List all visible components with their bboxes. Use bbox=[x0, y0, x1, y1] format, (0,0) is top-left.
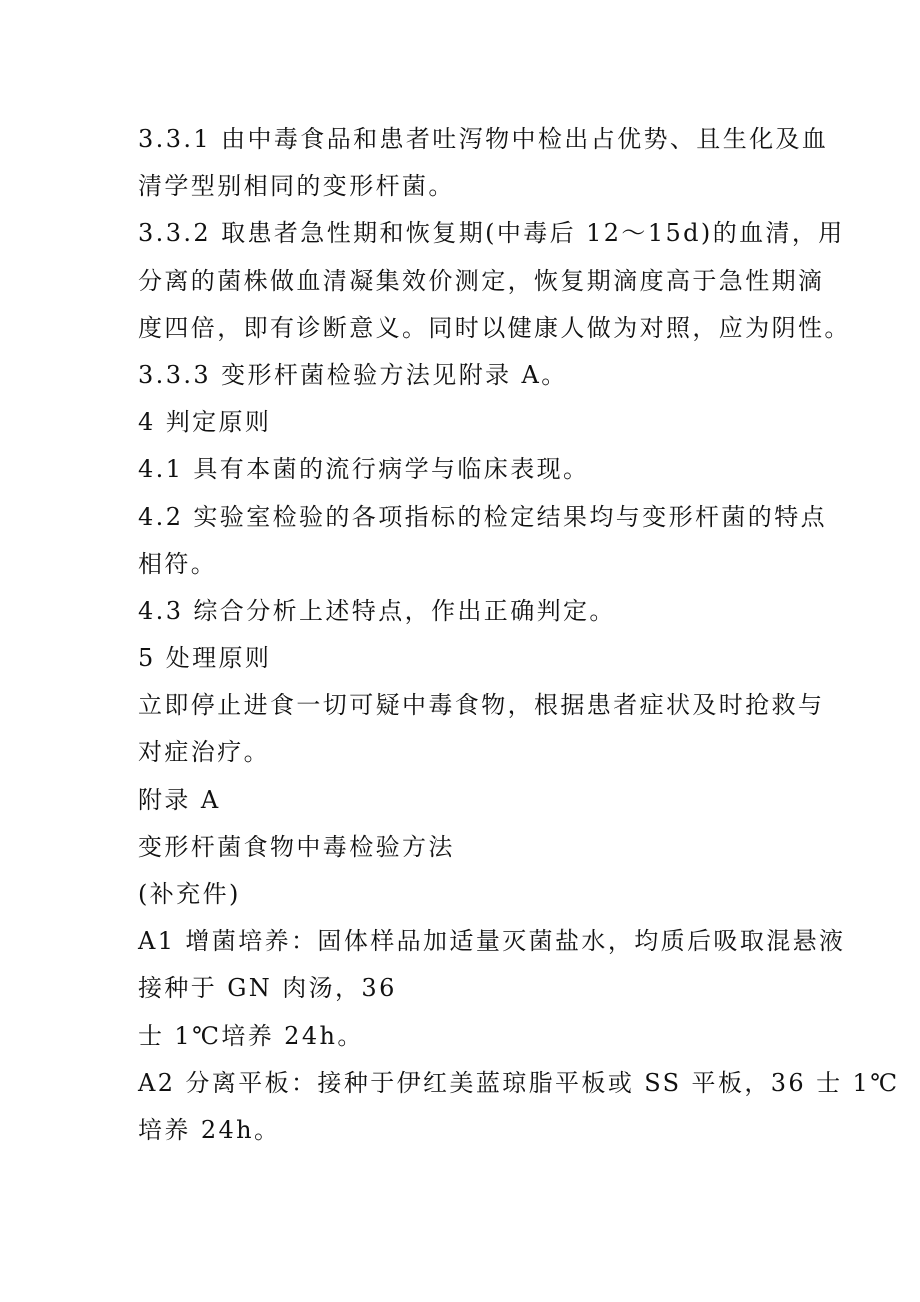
text-line: 士 1℃培养 24h。 bbox=[138, 1021, 364, 1050]
text-line: 4.3 综合分析上述特点，作出正确判定。 bbox=[138, 596, 616, 625]
text-line: A2 分离平板：接种于伊红美蓝琼脂平板或 SS 平板，36 士 1℃ bbox=[138, 1068, 900, 1097]
text-line: 接种于 GN 肉汤，36 bbox=[138, 974, 397, 1003]
text-line: 对症治疗。 bbox=[138, 738, 270, 767]
section-heading: 4 判定原则 bbox=[138, 408, 272, 437]
text-line: A1 增菌培养：固体样品加适量灭菌盐水，均质后吸取混悬液 bbox=[138, 927, 846, 956]
text-line: 清学型别相同的变形杆菌。 bbox=[138, 172, 455, 201]
text-line: 相符。 bbox=[138, 549, 218, 578]
text-line: 分离的菌株做血清凝集效价测定，恢复期滴度高于急性期滴 bbox=[138, 266, 825, 295]
text-line: 培养 24h。 bbox=[138, 1115, 281, 1144]
text-line: 度四倍，即有诊断意义。同时以健康人做为对照，应为阴性。 bbox=[138, 313, 851, 342]
text-line: 3.3.2 取患者急性期和恢复期(中毒后 12～15d)的血清，用 bbox=[138, 219, 845, 248]
text-line: 3.3.3 变形杆菌检验方法见附录 A。 bbox=[138, 360, 568, 389]
appendix-heading: 附录 A bbox=[138, 785, 221, 814]
text-line: 4.2 实验室检验的各项指标的检定结果均与变形杆菌的特点 bbox=[138, 502, 827, 531]
document-body bbox=[138, 116, 900, 1154]
appendix-note: (补充件) bbox=[138, 880, 241, 908]
text-line: 3.3.1 由中毒食品和患者吐泻物中检出占优势、且生化及血 bbox=[138, 125, 829, 153]
appendix-title: 变形杆菌食物中毒检验方法 bbox=[138, 832, 455, 861]
text-line: 4.1 具有本菌的流行病学与临床表现。 bbox=[138, 455, 590, 484]
section-heading: 5 处理原则 bbox=[138, 644, 272, 673]
text-line: 立即停止进食一切可疑中毒食物，根据患者症状及时抢救与 bbox=[138, 691, 825, 720]
